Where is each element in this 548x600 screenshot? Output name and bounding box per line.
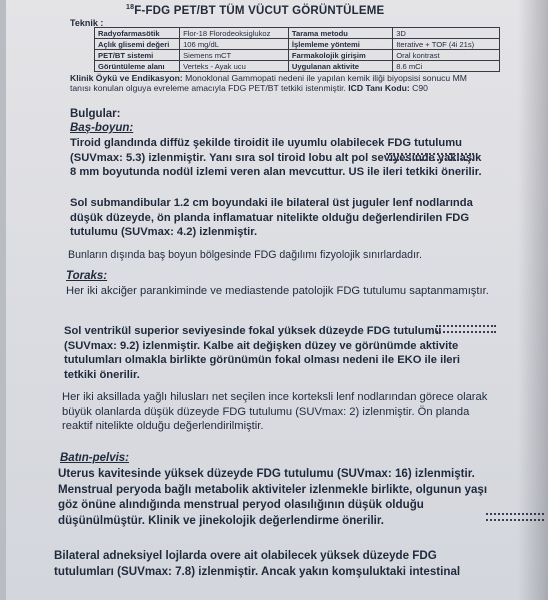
teknik-label: Teknik : bbox=[70, 18, 104, 28]
technique-param-label: Uygulanan aktivite bbox=[288, 61, 392, 72]
batin-paragraph-1: Uterus kavitesinde yüksek düzeyde FDG tutulumu (SUVmax: 16) izlenmiştir. Menstrual peryoda bağlı metabolik aktiviteler izlenmekle birlikte, olgunun yaşı göz önüne alındığında menstrual peryod olasılığının düşük olduğu düşünülmüştür. Klinik ve jinekolojik değerlendirme önerilir. bbox=[58, 467, 488, 527]
technique-param-label: İşlemleme yöntemi bbox=[288, 39, 392, 50]
technique-param-label: Tarama metodu bbox=[288, 28, 392, 39]
technique-row bbox=[95, 39, 500, 50]
bas-boyun-heading: Baş-boyun: bbox=[70, 122, 134, 134]
page-edge-shadow bbox=[518, 0, 548, 600]
technique-param-label: Görüntüleme alanı bbox=[95, 61, 180, 72]
technique-param-label: PET/BT sistemi bbox=[95, 50, 180, 61]
technique-param-value: Siemens mCT bbox=[180, 50, 289, 61]
technique-param-label: Açlık glisemi değeri bbox=[95, 39, 180, 50]
report-page bbox=[6, 0, 548, 600]
technique-param-value: Verteks - Ayak ucu bbox=[180, 61, 289, 72]
technique-row bbox=[95, 61, 500, 72]
technique-param-label: Radyofarmasötik bbox=[95, 28, 180, 39]
klinik-label: Klinik Öykü ve Endikasyon: bbox=[70, 73, 183, 83]
technique-row bbox=[95, 28, 500, 39]
isotope-superscript: 18 bbox=[126, 4, 135, 11]
technique-param-value: Iterative + TOF (4i 21s) bbox=[393, 39, 500, 50]
redaction-scribble bbox=[386, 153, 474, 161]
technique-row bbox=[95, 50, 500, 61]
toraks-heading: Toraks: bbox=[66, 270, 108, 282]
page-title bbox=[126, 4, 384, 17]
icd-label: ICD Tanı Kodu: bbox=[348, 83, 410, 94]
technique-param-value: Oral kontrast bbox=[393, 50, 500, 61]
icd-value: C90 bbox=[409, 83, 428, 94]
bulgular-heading: Bulgular: bbox=[70, 108, 121, 120]
technique-param-value: Flor-18 Florodeoksiglukoz bbox=[180, 28, 289, 39]
clinical-history bbox=[70, 73, 490, 94]
bas-boyun-paragraph-2: Sol submandibular 1.2 cm boyundaki ile bilateral üst juguler lenf nodlarında düşük düzeyde, ön planda inflamatuar nitelikte olduğu değerlendirilen FDG tutulumu (SUVmax: 4.2) izlenmiştir. bbox=[70, 197, 473, 238]
klinik-text: Monoklonal Gammopati nedeni ile yapılan kemik iliği biyopsisi sonucu MM tanısı konulan olguya evreleme amacıyla FDG PET/BT tetkiki istenmiştir. bbox=[70, 73, 467, 94]
bas-boyun-paragraph-3: Bunların dışında baş boyun bölgesinde FDG dağılımı fizyolojik sınırlardadır. bbox=[68, 249, 422, 261]
technique-param-label: Farmakolojik girişim bbox=[288, 50, 392, 61]
technique-table bbox=[94, 27, 500, 72]
toraks-paragraph-1: Her iki akciğer parankiminde ve mediastende patolojik FDG tutulumu saptanmamıştır. bbox=[66, 285, 489, 297]
bas-boyun-paragraph-1: Tiroid glandında diffüz şekilde tiroidit ile uyumlu olabilecek FDG tutulumu (SUVmax: 5.3) izlenmiştir. Yanı sıra sol tiroid lobu alt pol seviyesinde yaklaşık 8 mm boyutunda nodül izlemi veren alan mevcuttur. US ile ileri tetkiki önerilir. bbox=[70, 137, 482, 178]
toraks-paragraph-3: Her iki aksillada yağlı hilusları net seçilen ince korteksli lenf nodlarından görece olarak büyük olanlarda düşük düzeyde FDG tutulumu (SUVmax: 2) izlenmiştir. Ön planda reaktif nitelikte olduğu değerlendirilmiştir. bbox=[62, 391, 488, 432]
toraks-paragraph-2: Sol ventrikül superior seviyesinde fokal yüksek düzeyde FDG tutulumu (SUVmax: 9.2) izlenmiştir. Kalbe ait değişken düzey ve görünümde aktivite tutulumları olmakla birlikte görünümün fokal olması nedeni ile EKO ile ileri tetkiki önerilir. bbox=[64, 325, 460, 381]
technique-param-value: 8.6 mCi bbox=[393, 61, 500, 72]
batin-paragraph-2: Bilateral adneksiyel lojlarda overe ait olabilecek yüksek düzeyde FDG tutulumları (SUVmax: 7.8) izlenmiştir. Ancak yakın komşuluktaki intestinal bbox=[54, 549, 461, 578]
redaction-scribble bbox=[436, 325, 496, 333]
batin-heading: Batın-pelvis: bbox=[60, 452, 130, 464]
title-text: F-FDG PET/BT TÜM VÜCUT GÖRÜNTÜLEME bbox=[134, 4, 385, 17]
technique-param-value: 106 mg/dL bbox=[180, 39, 289, 50]
technique-param-value: 3D bbox=[393, 28, 500, 39]
